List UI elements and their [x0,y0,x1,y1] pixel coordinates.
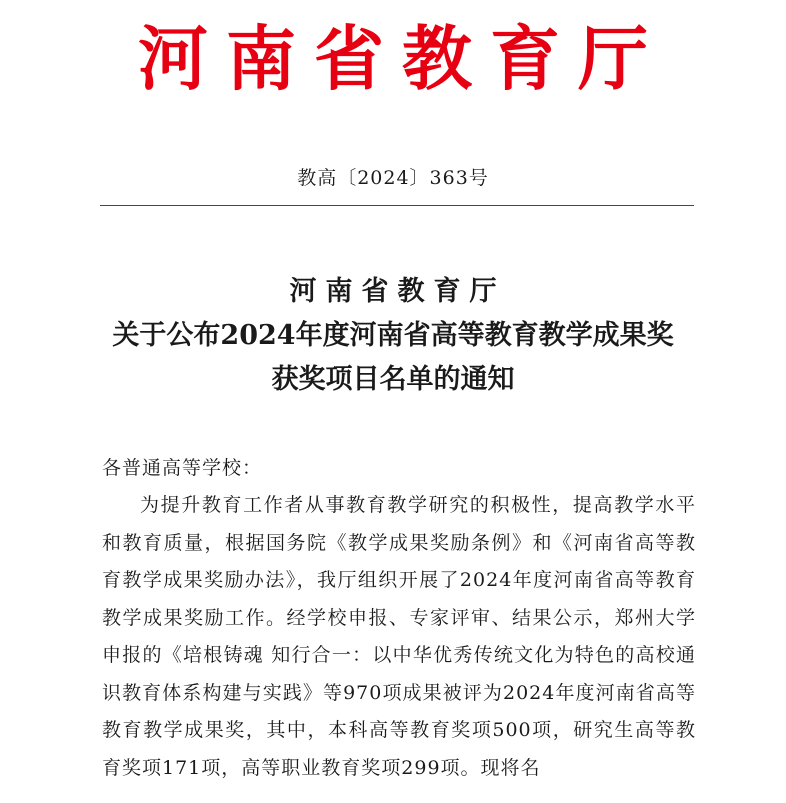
header-divider [100,205,694,206]
title-line-subject-end: 获奖项目名单的通知 [271,364,515,395]
body-paragraph: 为提升教育工作者从事教育教学研究的积极性，提高教学水平和教育质量，根据国务院《教学成果奖励条例》和《河南省高等教育教学成果奖励办法》，我厅组织开展了2024年度河南省高等教育教学成果奖励工作。经学校申报、专家评审、结果公示，郑州大学申报的《培根铸魂 知行合一：以中华优秀传统文化为特色的高校通识教育体系构建与实践》等970项成果被评为2024年度河南省高等教育教学成果奖，其中，本科高等教育奖项500项，研究生高等教育奖项171项，高等职业教育奖项299项。现将名 [102,494,696,779]
document-number: 教高〔2024〕363号 [297,167,489,189]
document-title [0,270,786,402]
title-line-agency: 河南省教育厅 [289,276,506,307]
agency-header-title: 河南省教育厅 [138,17,666,100]
salutation: 各普通高等学校： [102,457,263,479]
title-line-subject: 关于公布2024年度河南省高等教育教学成果奖 [112,320,674,351]
